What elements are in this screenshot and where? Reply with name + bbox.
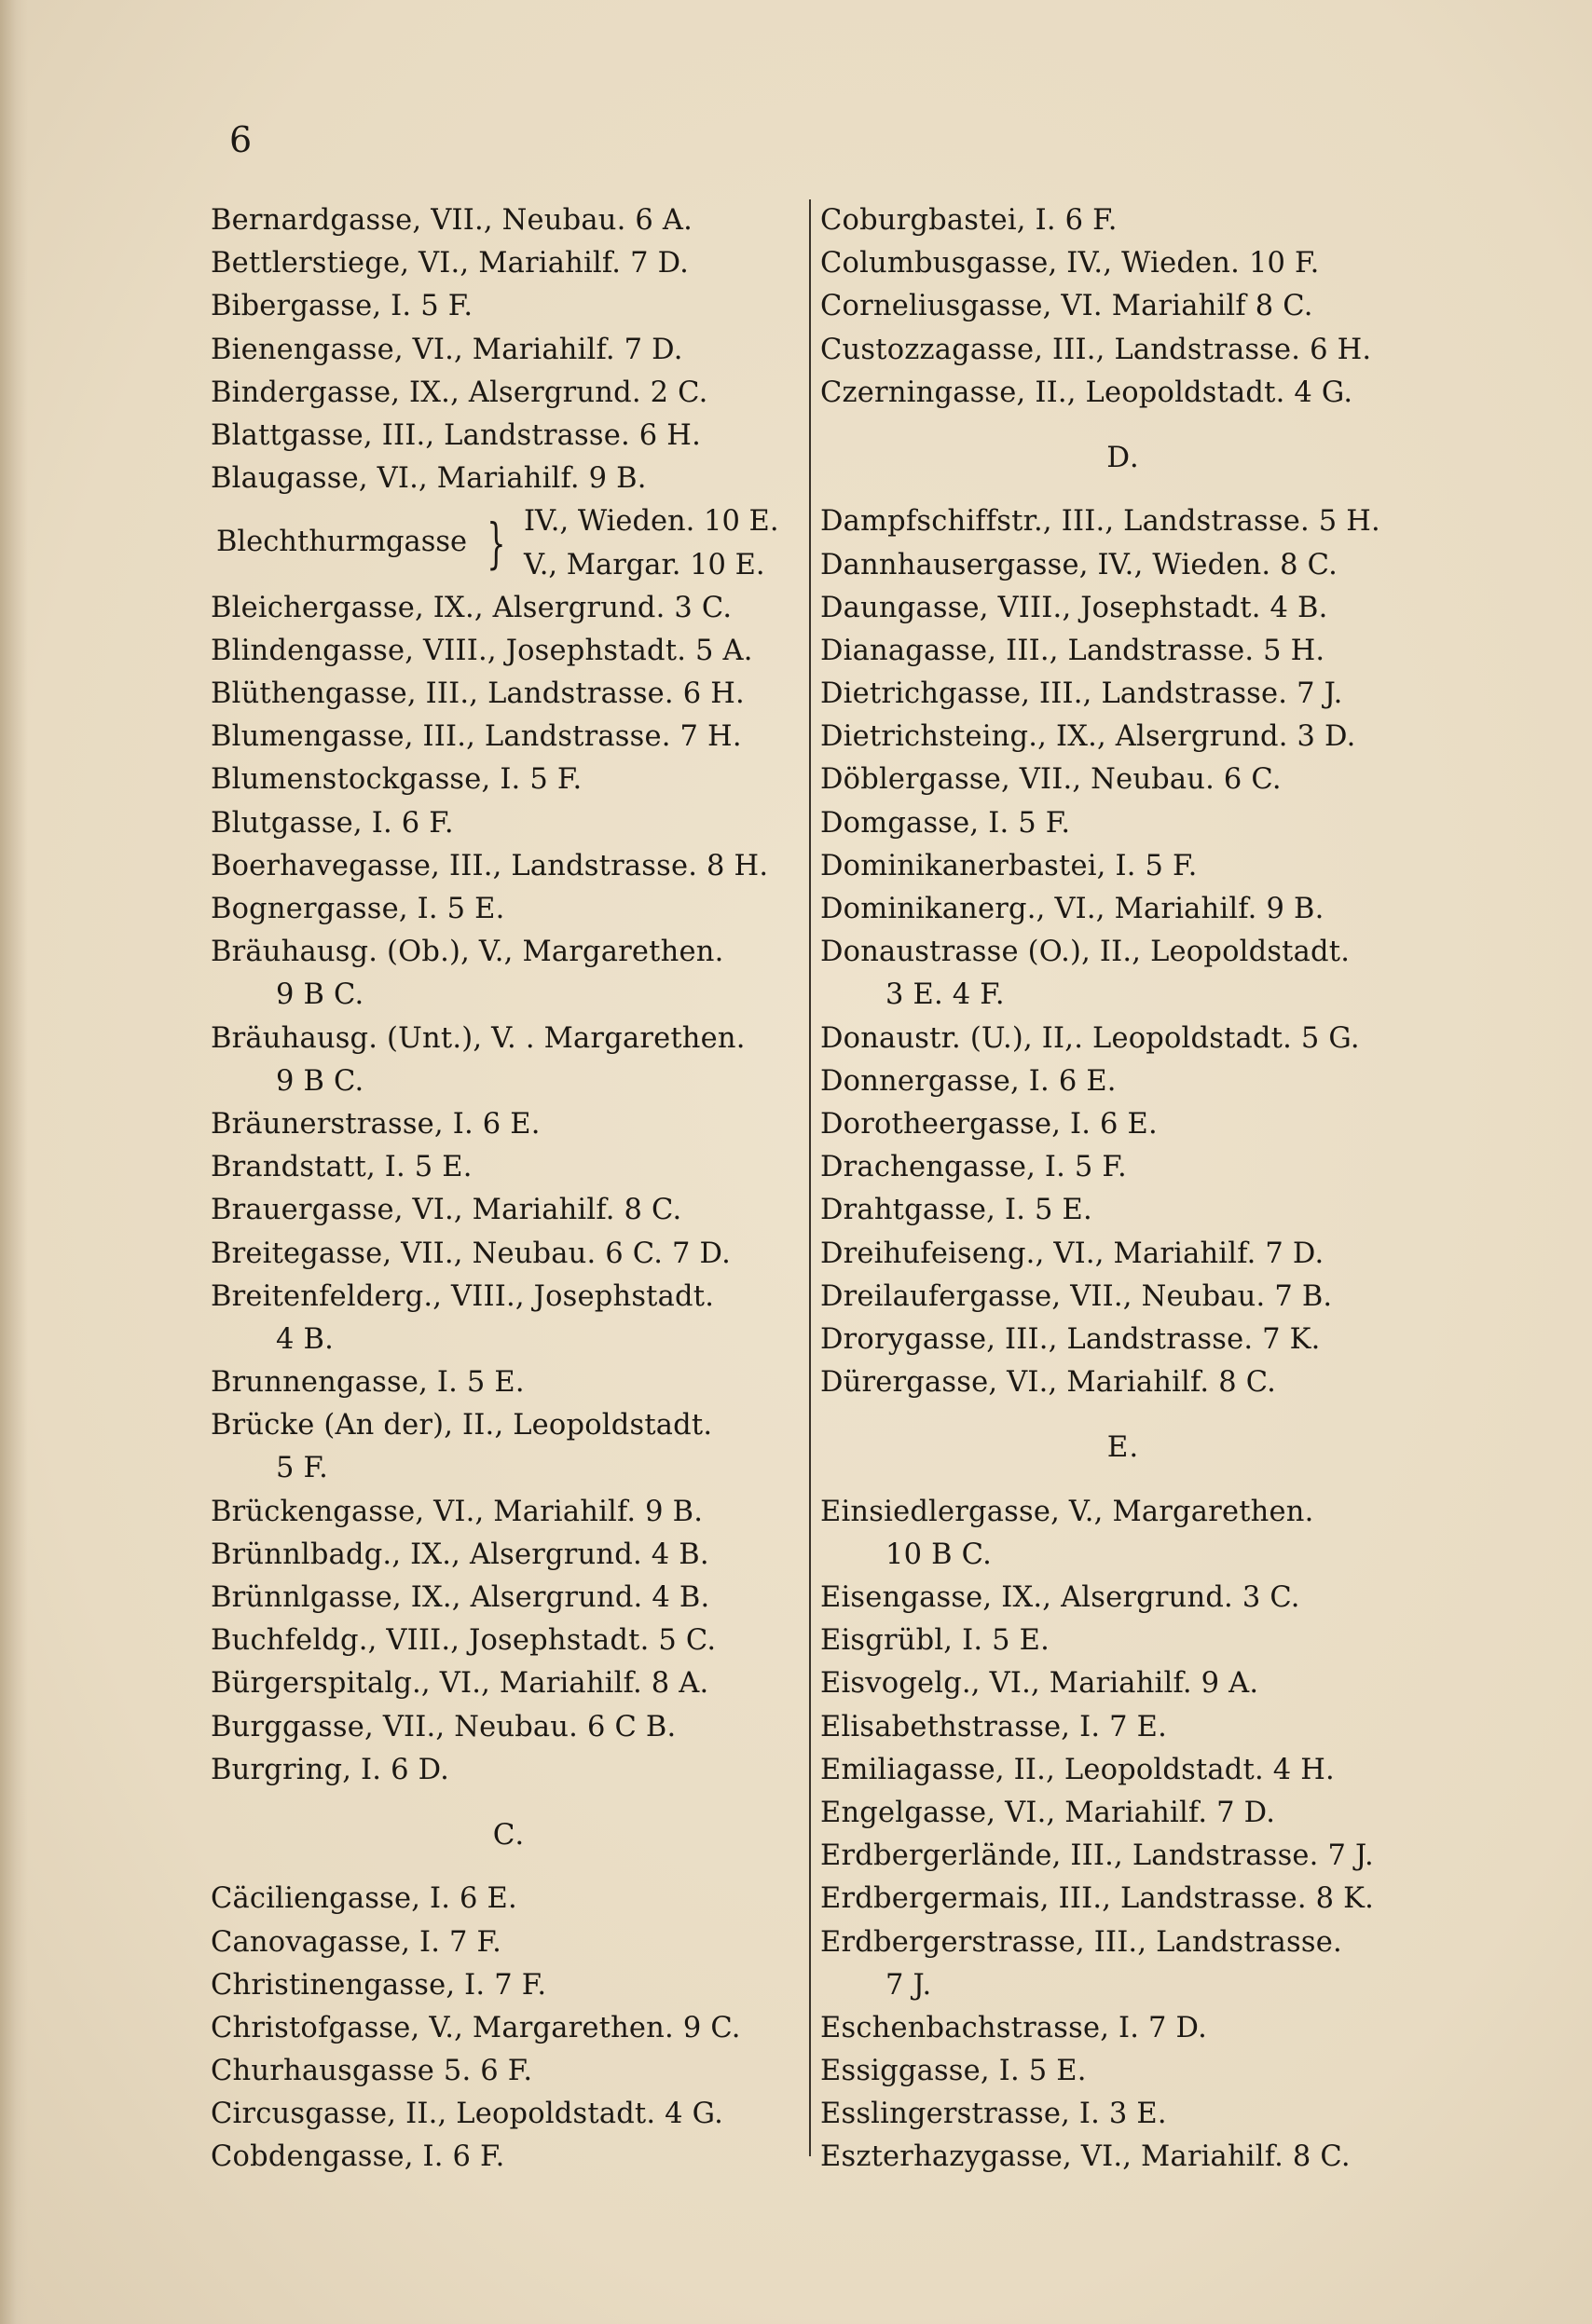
street-entry: Emiliagasse, II., Leopoldstadt. 4 H. [820,1753,1335,1786]
street-entry: Essiggasse, I. 5 E. [820,2055,1087,2088]
street-entry: Blaugasse, VI., Mariahilf. 9 B. [211,462,647,496]
section-letter-header: D. [1106,441,1140,475]
street-entry: Blattgasse, III., Landstrasse. 6 H. [211,418,701,452]
street-entry: Dürergasse, VI., Mariahilf. 8 C. [820,1366,1277,1400]
street-entry: Churhausgasse 5. 6 F. [211,2055,533,2088]
street-entry: Brandstatt, I. 5 E. [211,1151,473,1184]
column-divider [809,199,811,2156]
brace-line: V., Margar. 10 E. [524,548,765,581]
entry-continuation: 5 F. [276,1452,329,1485]
street-entry: Christofgasse, V., Margarethen. 9 C. [211,2011,741,2044]
entry-continuation: 9 B C. [276,978,364,1012]
street-entry: Bürgerspitalg., VI., Mariahilf. 8 A. [211,1667,709,1701]
street-entry: Canovagasse, I. 7 F. [211,1925,502,1959]
street-entry: Dominikanerg., VI., Mariahilf. 9 B. [820,893,1324,926]
street-entry: Eisvogelg., VI., Mariahilf. 9 A. [820,1667,1259,1701]
street-entry: Erdbergerlände, III., Landstrasse. 7 J. [820,1839,1374,1873]
street-entry: Brünnlgasse, IX., Alsergrund. 4 B. [211,1581,710,1615]
section-letter-header: E. [1106,1430,1140,1465]
street-entry: Buchfeldg., VIII., Josephstadt. 5 C. [211,1624,717,1658]
entry-continuation: 3 E. 4 F. [885,978,1005,1012]
street-entry: Einsiedlergasse, V., Margarethen. [820,1495,1314,1528]
street-entry: Bettlerstiege, VI., Mariahilf. 7 D. [211,247,690,280]
street-entry: Dampfschiffstr., III., Landstrasse. 5 H. [820,505,1380,539]
street-entry: Domgasse, I. 5 F. [820,806,1071,840]
street-entry: Columbusgasse, IV., Wieden. 10 F. [820,247,1320,280]
street-entry: Circusgasse, II., Leopoldstadt. 4 G. [211,2098,724,2131]
brace-line: IV., Wieden. 10 E. [524,505,779,539]
street-entry: Brücke (An der), II., Leopoldstadt. [211,1409,713,1442]
street-entry: Dreihufeiseng., VI., Mariahilf. 7 D. [820,1237,1324,1270]
street-entry: Blumengasse, III., Landstrasse. 7 H. [211,720,742,754]
street-entry: Dietrichsteing., IX., Alsergrund. 3 D. [820,720,1356,754]
street-entry: Breitegasse, VII., Neubau. 6 C. 7 D. [211,1237,731,1270]
street-entry: Bienengasse, VI., Mariahilf. 7 D. [211,333,683,366]
street-entry: Erdbergermais, III., Landstrasse. 8 K. [820,1882,1375,1916]
street-entry: Burggasse, VII., Neubau. 6 C B. [211,1710,677,1743]
street-entry: Drachengasse, I. 5 F. [820,1151,1127,1184]
street-entry: Bernardgasse, VII., Neubau. 6 A. [211,204,693,237]
street-entry: Blutgasse, I. 6 F. [211,806,454,840]
street-entry: Elisabethstrasse, I. 7 E. [820,1710,1167,1743]
street-entry: Burgring, I. 6 D. [211,1753,450,1786]
street-entry: Breitenfelderg., VIII., Josephstadt. [211,1279,715,1313]
street-entry: Blüthengasse, III., Landstrasse. 6 H. [211,677,745,711]
street-entry: Christinengasse, I. 7 F. [211,1968,547,2002]
brace-symbol: } [487,512,506,576]
street-entry: Bräuhausg. (Unt.), V. . Margarethen. [211,1021,746,1055]
street-entry: Dorotheergasse, I. 6 E. [820,1107,1158,1141]
street-entry: Bibergasse, I. 5 F. [211,290,473,323]
street-entry: Daungasse, VIII., Josephstadt. 4 B. [820,591,1328,624]
street-entry: Dietrichgasse, III., Landstrasse. 7 J. [820,677,1343,711]
street-entry: Döblergasse, VII., Neubau. 6 C. [820,763,1282,797]
street-name: Blechthurmgasse [216,526,468,559]
street-entry: Engelgasse, VI., Mariahilf. 7 D. [820,1796,1276,1829]
street-entry: Eisengasse, IX., Alsergrund. 3 C. [820,1581,1300,1615]
street-entry: Brückengasse, VI., Mariahilf. 9 B. [211,1495,704,1528]
street-entry: Esslingerstrasse, I. 3 E. [820,2098,1167,2131]
street-entry: Drahtgasse, I. 5 E. [820,1194,1092,1227]
street-entry: Dominikanerbastei, I. 5 F. [820,849,1198,882]
street-entry: Bindergasse, IX., Alsergrund. 2 C. [211,376,708,409]
entry-continuation: 7 J. [885,1968,932,2002]
street-entry: Donaustr. (U.), II,. Leopoldstadt. 5 G. [820,1021,1360,1055]
street-entry: Blindengasse, VIII., Josephstadt. 5 A. [211,634,753,667]
street-entry: Eisgrübl, I. 5 E. [820,1624,1050,1658]
page-number: 6 [229,119,253,160]
street-entry: Blumenstockgasse, I. 5 F. [211,763,583,797]
street-entry: Czerningasse, II., Leopoldstadt. 4 G. [820,376,1353,409]
street-entry: Cäciliengasse, I. 6 E. [211,1882,517,1916]
street-entry: Boerhavegasse, III., Landstrasse. 8 H. [211,849,769,882]
street-entry: Dannhausergasse, IV., Wieden. 8 C. [820,548,1338,581]
brace-entry [211,500,807,586]
entry-continuation: 9 B C. [276,1064,364,1098]
street-entry: Bognergasse, I. 5 E. [211,893,505,926]
street-entry: Erdbergerstrasse, III., Landstrasse. [820,1925,1342,1959]
street-entry: Eszterhazygasse, VI., Mariahilf. 8 C. [820,2140,1351,2174]
street-entry: Eschenbachstrasse, I. 7 D. [820,2011,1207,2044]
street-entry: Dreilaufergasse, VII., Neubau. 7 B. [820,1279,1333,1313]
left-column [211,199,807,2180]
street-entry: Bräunerstrasse, I. 6 E. [211,1107,541,1141]
street-entry: Brauergasse, VI., Mariahilf. 8 C. [211,1194,682,1227]
street-entry: Donaustrasse (O.), II., Leopoldstadt. [820,936,1351,969]
street-entry: Bleichergasse, IX., Alsergrund. 3 C. [211,591,733,624]
street-entry: Brünnlbadg., IX., Alsergrund. 4 B. [211,1538,709,1571]
right-column [820,199,1426,2180]
street-entry: Custozzagasse, III., Landstrasse. 6 H. [820,333,1372,366]
street-entry: Dianagasse, III., Landstrasse. 5 H. [820,634,1325,667]
book-spine-shadow [0,0,28,2324]
entry-continuation: 10 B C. [885,1538,992,1571]
street-entry: Coburgbastei, I. 6 F. [820,204,1118,237]
street-entry: Brunnengasse, I. 5 E. [211,1366,525,1400]
street-entry: Donnergasse, I. 6 E. [820,1064,1117,1098]
street-entry: Bräuhausg. (Ob.), V., Margarethen. [211,936,724,969]
section-letter-header: C. [492,1818,526,1852]
street-entry: Drorygasse, III., Landstrasse. 7 K. [820,1322,1321,1356]
street-entry: Cobdengasse, I. 6 F. [211,2140,505,2174]
entry-continuation: 4 B. [276,1322,335,1356]
street-entry: Corneliusgasse, VI. Mariahilf 8 C. [820,290,1313,323]
